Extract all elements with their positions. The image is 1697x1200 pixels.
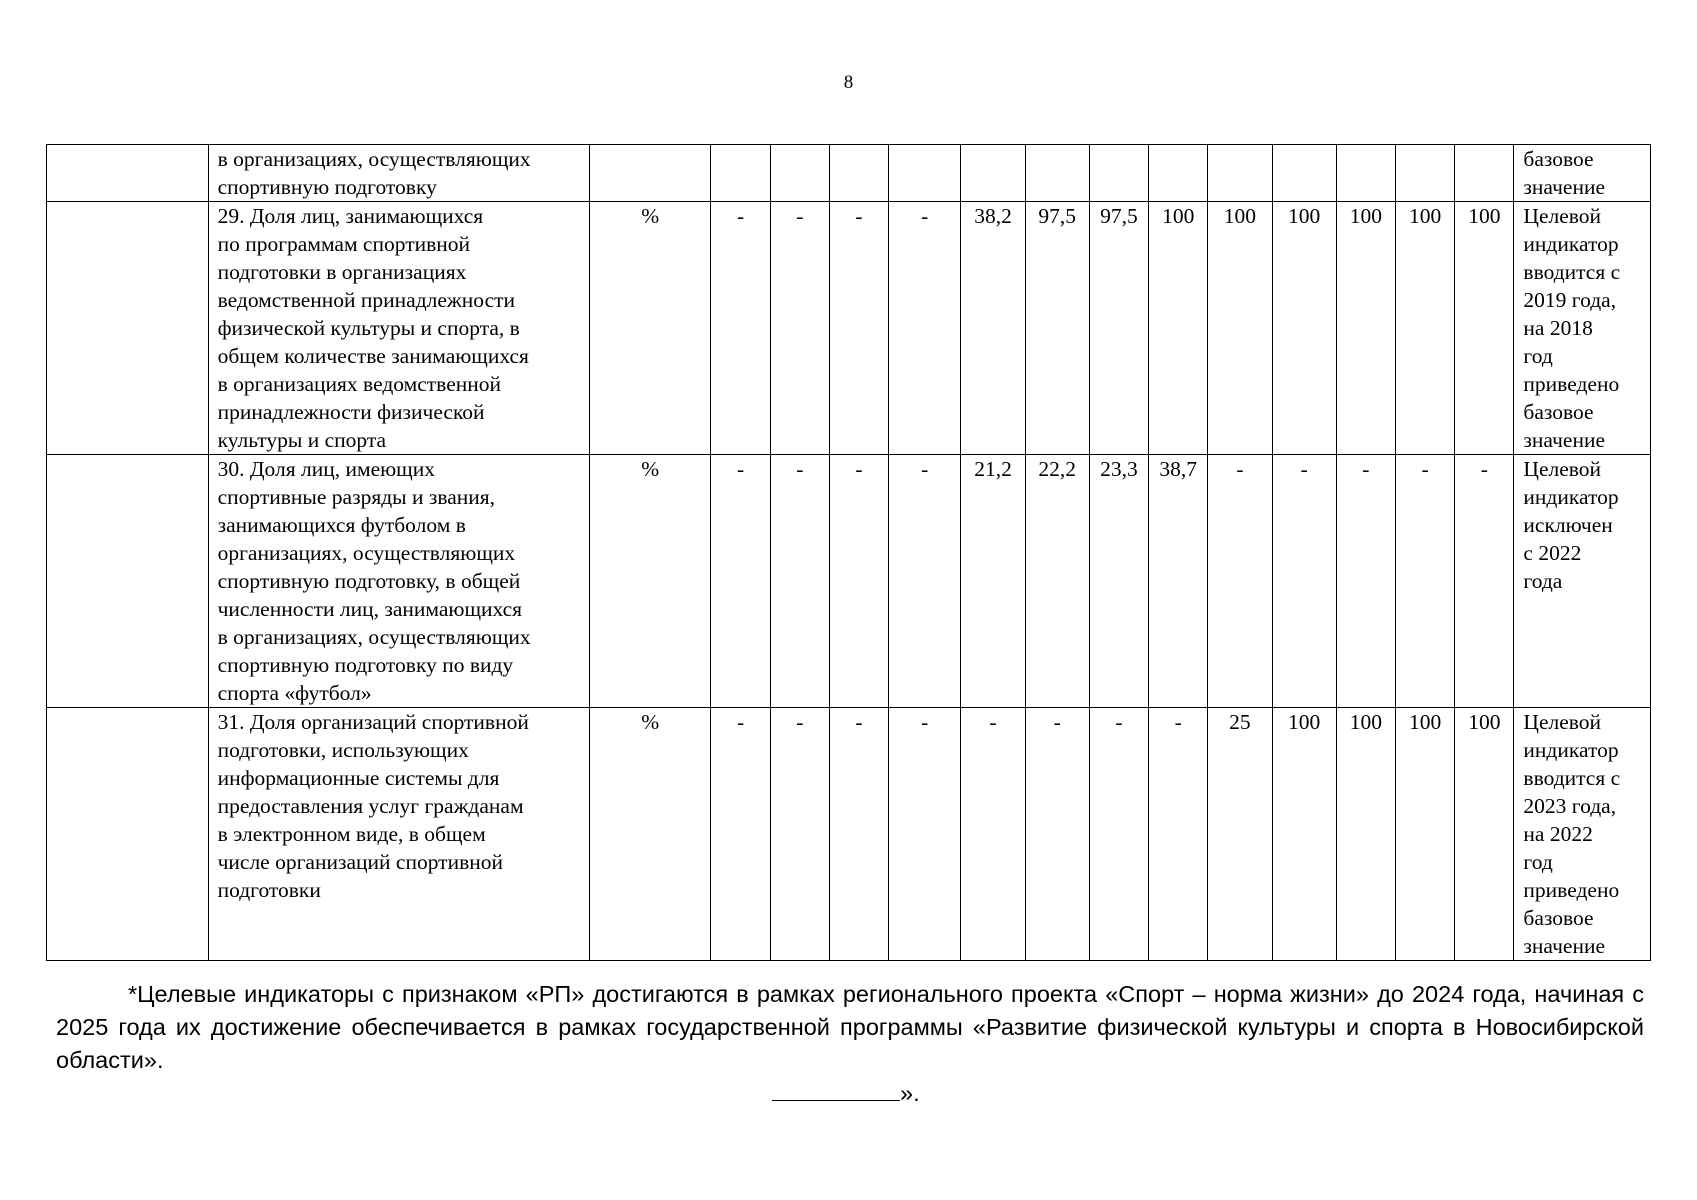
value-cell — [889, 145, 961, 202]
value-cell — [770, 145, 829, 202]
value-cell: - — [770, 455, 829, 708]
value-cell: 97,5 — [1089, 202, 1148, 455]
value-cell: - — [829, 202, 888, 455]
value-cell: - — [829, 455, 888, 708]
value-cell: 100 — [1455, 202, 1514, 455]
note-cell: Целевой индикатор вводится с 2023 года, на 2022 год приведено базовое значение — [1514, 708, 1651, 961]
note-cell: Целевой индикатор исключен с 2022 года — [1514, 455, 1651, 708]
value-cell: - — [770, 202, 829, 455]
value-cell: - — [889, 455, 961, 708]
value-cell: 38,2 — [961, 202, 1025, 455]
indicator-name-cell: в организациях, осуществляющих спортивную подготовку — [208, 145, 589, 202]
value-cell: - — [711, 455, 770, 708]
value-cell: - — [829, 708, 888, 961]
value-cell — [711, 145, 770, 202]
value-cell — [1089, 145, 1148, 202]
page-number: 8 — [843, 72, 854, 93]
table-body — [47, 145, 1651, 961]
value-cell: 100 — [1272, 708, 1336, 961]
value-cell: 100 — [1208, 202, 1272, 455]
value-cell: 22,2 — [1025, 455, 1089, 708]
indicators-table — [46, 144, 1651, 961]
indicator-name-cell: 31. Доля организаций спортивной подготовки, использующих информационные системы для предоставления услуг гражданам в электронном виде, в общем числе организаций спортивной подготовки — [208, 708, 589, 961]
value-cell: 100 — [1395, 202, 1454, 455]
value-cell — [1149, 145, 1208, 202]
value-cell: - — [1089, 708, 1148, 961]
value-cell: 100 — [1149, 202, 1208, 455]
indicator-name-cell: 30. Доля лиц, имеющих спортивные разряды и звания, занимающихся футболом в организациях, осуществляющих спортивную подготовку, в общей численности лиц, занимающихся в организациях, осуществляющих спортивную подготовку по виду спорта «футбол» — [208, 455, 589, 708]
unit-cell: % — [590, 708, 711, 961]
closing-quote: ». — [900, 1080, 920, 1106]
unit-cell: % — [590, 455, 711, 708]
value-cell: 100 — [1336, 708, 1395, 961]
value-cell: - — [1025, 708, 1089, 961]
note-cell: базовое значение — [1514, 145, 1651, 202]
value-cell: - — [1272, 455, 1336, 708]
table-row — [47, 455, 1651, 708]
table-row — [47, 145, 1651, 202]
signature-line — [772, 1076, 900, 1101]
value-cell: 21,2 — [961, 455, 1025, 708]
section-cell — [47, 145, 209, 202]
footnote: *Целевые индикаторы с признаком «РП» достигаются в рамках регионального проекта «Спорт – норма жизни» до 2024 года, начиная с 2025 года их достижение обеспечивается в рамках государственной программы «Развитие физической культуры и спорта в Новосибирской области». — [56, 981, 1644, 1073]
table-row — [47, 202, 1651, 455]
value-cell: 100 — [1455, 708, 1514, 961]
value-cell — [1336, 145, 1395, 202]
value-cell — [1395, 145, 1454, 202]
value-cell: 23,3 — [1089, 455, 1148, 708]
section-cell — [47, 455, 209, 708]
value-cell: - — [1336, 455, 1395, 708]
value-cell: - — [889, 708, 961, 961]
value-cell: - — [1395, 455, 1454, 708]
note-cell: Целевой индикатор вводится с 2019 года, на 2018 год приведено базовое значение — [1514, 202, 1651, 455]
value-cell: 38,7 — [1149, 455, 1208, 708]
indicator-name-cell: 29. Доля лиц, занимающихся по программам спортивной подготовки в организациях ведомственной принадлежности физической культуры и спорта, в общем количестве занимающихся в организациях ведомственной принадлежности физической культуры и спорта — [208, 202, 589, 455]
value-cell: 100 — [1336, 202, 1395, 455]
unit-cell — [590, 145, 711, 202]
value-cell: - — [1455, 455, 1514, 708]
value-cell: 97,5 — [1025, 202, 1089, 455]
closing-mark — [772, 1076, 920, 1108]
value-cell: 25 — [1208, 708, 1272, 961]
value-cell: - — [961, 708, 1025, 961]
value-cell: 100 — [1272, 202, 1336, 455]
table-row — [47, 708, 1651, 961]
value-cell — [1272, 145, 1336, 202]
value-cell — [829, 145, 888, 202]
unit-cell: % — [590, 202, 711, 455]
value-cell — [1208, 145, 1272, 202]
value-cell: - — [770, 708, 829, 961]
value-cell: - — [711, 708, 770, 961]
section-cell — [47, 708, 209, 961]
value-cell: - — [1208, 455, 1272, 708]
value-cell: 100 — [1395, 708, 1454, 961]
section-cell — [47, 202, 209, 455]
value-cell: - — [1149, 708, 1208, 961]
value-cell: - — [711, 202, 770, 455]
value-cell — [1455, 145, 1514, 202]
value-cell — [961, 145, 1025, 202]
value-cell — [1025, 145, 1089, 202]
value-cell: - — [889, 202, 961, 455]
